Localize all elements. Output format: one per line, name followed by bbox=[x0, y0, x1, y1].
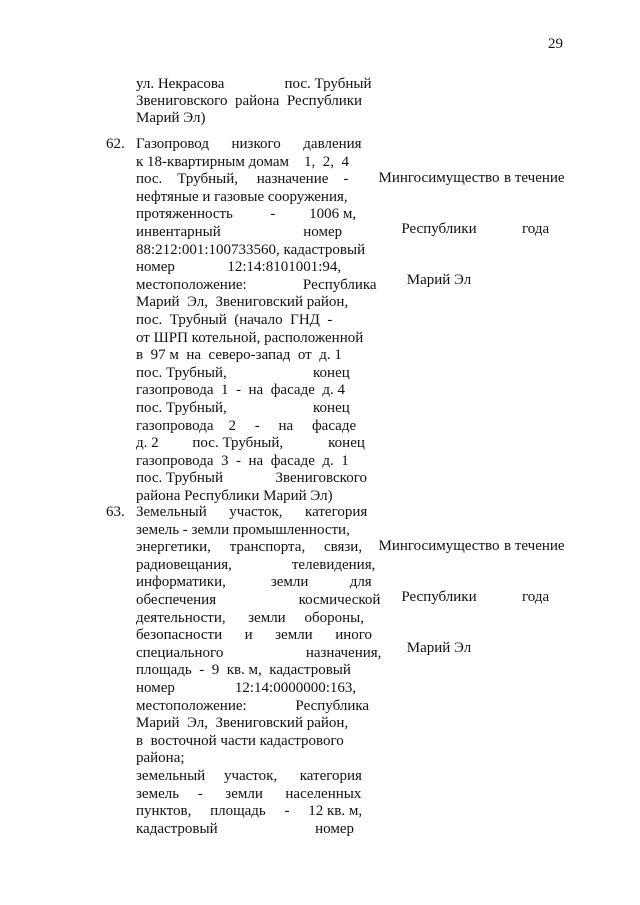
description-line: Газопровод низкого давления bbox=[136, 136, 362, 152]
term-line: года bbox=[522, 589, 550, 605]
description-line: безопасности и земли иного bbox=[136, 627, 373, 644]
description-line: радиовещания, телевидения, bbox=[136, 556, 376, 573]
description-line: района; bbox=[136, 750, 185, 767]
description-line: д. 2 пос. Трубный, конец bbox=[136, 435, 365, 452]
description-line: пунктов, площадь - 12 кв. м, bbox=[136, 803, 363, 820]
description-line: в 97 м на северо-запад от д. 1 bbox=[136, 347, 342, 364]
description-line: кадастровый номер bbox=[136, 820, 354, 837]
row-term bbox=[504, 504, 565, 640]
description-line: земель - земли населенных bbox=[136, 785, 362, 802]
intro-line: ул. Некрасова пос. Трубный bbox=[136, 76, 372, 92]
description-line: газопровода 2 - на фасаде bbox=[136, 417, 357, 434]
row-authority bbox=[374, 504, 504, 691]
authority-line: Марий Эл bbox=[406, 272, 472, 288]
description-line: газопровода 3 - на фасаде д. 1 bbox=[136, 452, 349, 469]
description-line: 88:212:001:100733560, кадастровый bbox=[136, 241, 366, 258]
term-line: года bbox=[522, 221, 550, 237]
row-number: 63. bbox=[106, 504, 125, 520]
row-term bbox=[504, 136, 565, 272]
description-line: земель - земли промышленности, bbox=[136, 521, 350, 538]
description-line: Земельный участок, категория bbox=[136, 504, 368, 520]
description-line: Марий Эл, Звениговский район, bbox=[136, 715, 349, 732]
description-line: обеспечения космической bbox=[136, 592, 381, 608]
authority-line: Мингосимущество bbox=[378, 170, 500, 186]
authority-line: Марий Эл bbox=[406, 640, 472, 656]
authority-line: Республики bbox=[401, 589, 477, 605]
description-line: пос. Трубный, конец bbox=[136, 364, 350, 381]
description-line: площадь - 9 кв. м, кадастровый bbox=[136, 662, 351, 679]
description-line: местоположение: Республика bbox=[136, 697, 370, 714]
description-line: пос. Трубный (начало ГНД - bbox=[136, 312, 333, 328]
intro-line: Звениговского района Республики bbox=[136, 93, 363, 109]
description-line: газопровода 1 - на фасаде д. 4 bbox=[136, 382, 345, 399]
description-line: нефтяные и газовые сооружения, bbox=[136, 188, 348, 205]
authority-line: Мингосимущество bbox=[378, 538, 500, 554]
description-line: информатики, земли для bbox=[136, 574, 372, 591]
description-line: пос. Трубный Звениговского bbox=[136, 470, 367, 487]
description-line: от ШРП котельной, расположенной bbox=[136, 329, 364, 346]
description-line: пос. Трубный, назначение - bbox=[136, 171, 349, 188]
description-line: земельный участок, категория bbox=[136, 768, 362, 784]
description-line: района Республики Марий Эл) bbox=[136, 488, 333, 504]
row-authority bbox=[374, 136, 504, 323]
description-line: протяженность - 1006 м, bbox=[136, 206, 357, 223]
description-line: Марий Эл, Звениговский район, bbox=[136, 294, 349, 311]
page-number: 29 bbox=[548, 36, 563, 52]
description-line: в восточной части кадастрового bbox=[136, 732, 344, 749]
term-line: в течение bbox=[504, 538, 565, 554]
term-line: в течение bbox=[504, 170, 565, 186]
description-line: номер 12:14:8101001:94, bbox=[136, 259, 342, 276]
description-line: специального назначения, bbox=[136, 644, 382, 661]
description-line: к 18-квартирным домам 1, 2, 4 bbox=[136, 153, 349, 170]
description-line: номер 12:14:0000000:163, bbox=[136, 680, 357, 696]
row-number: 62. bbox=[106, 136, 125, 152]
description-line: местоположение: Республика bbox=[136, 276, 377, 293]
description-line: инвентарный номер bbox=[136, 224, 343, 240]
intro-line: Марий Эл) bbox=[136, 110, 206, 126]
authority-line: Республики bbox=[401, 221, 477, 237]
description-line: пос. Трубный, конец bbox=[136, 400, 350, 416]
description-line: энергетики, транспорта, связи, bbox=[136, 539, 363, 556]
description-line: деятельности, земли обороны, bbox=[136, 609, 364, 626]
